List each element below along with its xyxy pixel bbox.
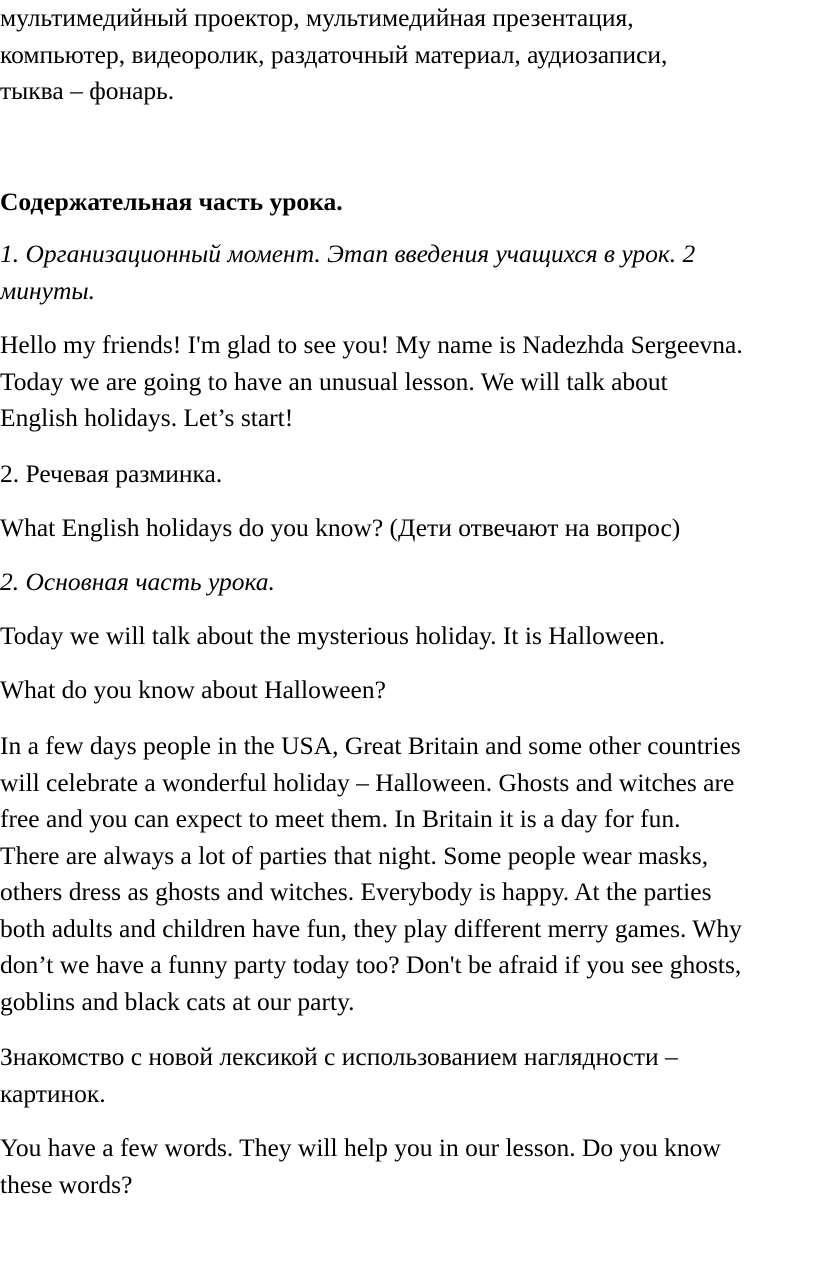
vocabulary-intro-paragraph	[0, 1039, 816, 1112]
paragraph-line: will celebrate a wonderful holiday – Halloween. Ghosts and witches are	[0, 767, 735, 797]
paragraph-line: these words?	[0, 1169, 133, 1199]
paragraph-line: Today we are going to have an unusual lesson. We will talk about	[0, 366, 668, 396]
topic-intro: Today we will talk about the mysterious holiday. It is Halloween.	[0, 621, 666, 650]
question-halloween: What do you know about Halloween?	[0, 675, 386, 704]
paragraph-line: English holidays. Let’s start!	[0, 403, 294, 432]
section-heading: Содержательная часть урока.	[0, 187, 343, 216]
paragraph-line: don’t we have a funny party today too? Don't be afraid if you see ghosts,	[0, 950, 742, 979]
paragraph-line: both adults and children have fun, they play different merry games. Why	[0, 913, 742, 943]
paragraph-line: goblins and black cats at our party.	[0, 986, 355, 1016]
paragraph-line: тыква – фонарь.	[0, 76, 175, 105]
paragraph-line: Hello my friends! I'm glad to see you! My name is Nadezhda Sergeevna.	[0, 330, 743, 359]
equipment-list-paragraph	[0, 0, 816, 110]
paragraph-line: минуты.	[0, 275, 96, 305]
paragraph-line: мультимедийный проектор, мультимедийная презентация,	[0, 3, 634, 32]
paragraph-line: others dress as ghosts and witches. Everybody is happy. At the parties	[0, 877, 712, 906]
stage-1-heading	[0, 236, 816, 309]
words-question-paragraph	[0, 1130, 816, 1203]
main-stage-heading: 2. Основная часть урока.	[0, 567, 275, 596]
paragraph-line: There are always a lot of parties that night. Some people wear masks,	[0, 840, 709, 870]
halloween-text-paragraph	[0, 728, 816, 1020]
paragraph-line: Знакомство с новой лексикой с использованием наглядности –	[0, 1042, 678, 1071]
paragraph-line: You have a few words. They will help you in our lesson. Do you know	[0, 1133, 721, 1162]
greeting-paragraph	[0, 327, 816, 437]
paragraph-line: In a few days people in the USA, Great Britain and some other countries	[0, 731, 741, 760]
stage-2-warmup-heading: 2. Речевая разминка.	[0, 459, 223, 488]
paragraph-line: 1. Организационный момент. Этап введения учащихся в урок. 2	[0, 239, 696, 268]
paragraph-line: free and you can expect to meet them. In Britain it is a day for fun.	[0, 804, 681, 833]
paragraph-line: картинок.	[0, 1078, 106, 1108]
paragraph-line: компьютер, видеоролик, раздаточный материал, аудиозаписи,	[0, 39, 668, 69]
question-holidays: What English holidays do you know? (Дети отвечают на вопрос)	[0, 513, 681, 542]
